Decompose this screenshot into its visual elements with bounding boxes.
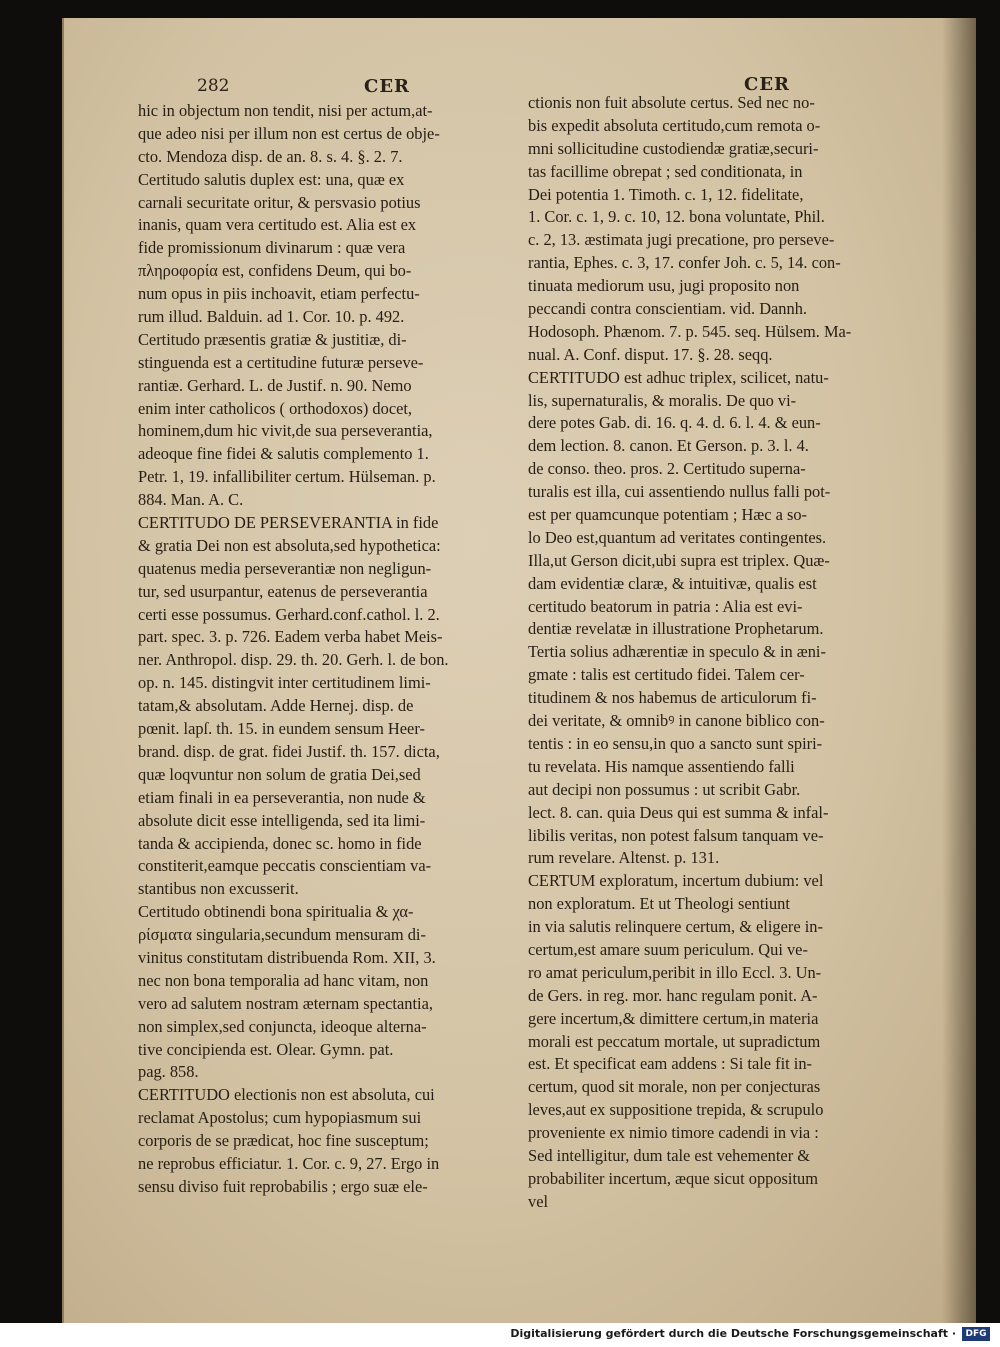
text-line: est. Et specificat eam addens : Si tale fit in- <box>528 1054 813 1074</box>
text-line: certi esse possumus. Gerhard.conf.cathol. l. 2. <box>138 604 440 624</box>
text-line: enim inter catholicos ( orthodoxos) docet, <box>138 398 413 418</box>
text-line: tas facillime obrepat ; sed conditionata, in <box>528 161 803 181</box>
funding-credit: Digitalisierung gefördert durch die Deutsche Forschungsgemeinschaft · <box>510 1327 956 1340</box>
text-line: πληροφορία est, confidens Deum, qui bo- <box>138 261 412 281</box>
page-number: 282 <box>197 76 230 96</box>
text-line: op. n. 145. distingvit inter certitudinem limi- <box>138 673 431 693</box>
text-line: turalis est illa, cui assentiendo nullus falli pot- <box>528 482 831 502</box>
text-line: ner. Anthropol. disp. 29. th. 20. Gerh. l. de bon. <box>138 650 449 670</box>
text-line: Petr. 1, 19. infallibiliter certum. Hülseman. p. <box>138 467 436 487</box>
text-line: libilis veritas, non potest falsum tanquam ve- <box>528 825 824 845</box>
text-line: fide promissionum divinarum : quæ vera <box>138 238 406 258</box>
text-line: non exploratum. Et ut Theologi sentiunt <box>528 894 790 914</box>
text-line: reclamat Apostolus; cum hypopiasmum sui <box>138 1108 422 1128</box>
text-line: morali est peccatum mortale, ut supradictum <box>528 1031 821 1051</box>
text-line: in via salutis relinquere certum, & eligere in- <box>528 917 823 937</box>
text-line: nual. A. Conf. disput. 17. §. 28. seqq. <box>528 344 773 364</box>
text-line: de conso. theo. pros. 2. Certitudo superna- <box>528 459 806 479</box>
text-line: que adeo nisi per illum non est certus de obje- <box>138 123 440 143</box>
text-line: dam evidentiæ claræ, & intuitivæ, qualis est <box>528 573 817 593</box>
text-line: tive concipienda est. Olear. Gymn. pat. <box>138 1039 394 1059</box>
text-line: probabiliter incertum, æque sicut oppositum <box>528 1168 818 1188</box>
text-line: inanis, quam vera certitudo est. Alia est ex <box>138 215 417 235</box>
text-line: quæ loqvuntur non solum de gratia Dei,sed <box>138 764 421 784</box>
text-line: stantibus non excusserit. <box>138 879 299 899</box>
text-line: brand. disp. de grat. fidei Justif. th. 157. dicta, <box>138 741 440 761</box>
text-line: dei veritate, & omnibꝰ in canone biblico con- <box>528 711 825 731</box>
text-line: peccandi contra conscientiam. vid. Dannh. <box>528 299 807 319</box>
text-line: hominem,dum hic vivit,de sua perseverantia, <box>138 421 433 441</box>
text-line: rantiæ. Gerhard. L. de Justif. n. 90. Nemo <box>138 375 412 395</box>
text-line: absolute dicit esse intelligenda, sed ita limi- <box>138 810 426 830</box>
text-line: ctionis non fuit absolute certus. Sed nec no- <box>528 93 815 112</box>
text-line: dere potes Gab. di. 16. q. 4. d. 6. l. 4. & eun- <box>528 413 821 433</box>
text-line: tanda & accipienda, donec sc. homo in fide <box>138 833 422 853</box>
digitization-footer <box>0 1323 1000 1347</box>
text-line: num opus in piis inchoavit, etiam perfectu- <box>138 284 420 304</box>
dfg-logo: DFG <box>962 1327 990 1341</box>
text-line: constiterit,eamque peccatis conscientiam va- <box>138 856 432 876</box>
text-line: Certitudo obtinendi bona spiritualia & χα- <box>138 902 414 922</box>
text-line: certum, quod sit morale, non per conjecturas <box>528 1077 821 1097</box>
text-line: gmate : talis est certitudo fidei. Talem cer- <box>528 665 805 685</box>
text-line: sensu diviso fuit reprobabilis ; ergo suæ ele- <box>138 1176 428 1196</box>
text-line: etiam finali in ea perseverantia, non nude & <box>138 787 426 807</box>
text-line: certitudo beatorum in patria : Alia est evi- <box>528 596 803 616</box>
text-line: pag. 858. <box>138 1062 199 1082</box>
text-line: mni sollicitudine custodiendæ gratiæ,securi- <box>528 138 819 158</box>
text-line: Tertia solius adhærentiæ in speculo & in æni- <box>528 642 826 662</box>
text-line: vinitus constitutam distribuenda Rom. XII, 3. <box>138 947 436 967</box>
text-line: certum,est amare suum periculum. Qui ve- <box>528 939 808 959</box>
text-line: corporis de se prædicat, hoc fine susceptum; <box>138 1131 429 1151</box>
text-line: rantia, Ephes. c. 3, 17. confer Joh. c. 5, 14. con- <box>528 253 841 273</box>
text-line: dentiæ revelatæ in illustratione Prophetarum. <box>528 619 824 639</box>
text-line: part. spec. 3. p. 726. Eadem verba habet Meis- <box>138 627 443 647</box>
text-line: lect. 8. can. quia Deus qui est summa & infal- <box>528 802 829 822</box>
text-line: proveniente ex nimio timore cadendi in via : <box>528 1123 819 1143</box>
text-line: hic in objectum non tendit, nisi per actum,at- <box>138 101 433 120</box>
text-line: stinguenda est a certitudine futuræ perseve- <box>138 352 424 372</box>
text-line: ne reprobus efficiatur. 1. Cor. c. 9, 27. Ergo in <box>138 1153 440 1173</box>
text-line: tatam,& absolutam. Adde Hernej. disp. de <box>138 696 414 716</box>
text-line: adeoque fine fidei & salutis complemento 1. <box>138 444 429 464</box>
text-line: titudinem & nos habemus de articulorum fi- <box>528 688 817 708</box>
text-line: tinuata mediorum usu, jugi proposito non <box>528 276 800 296</box>
text-line: Certitudo præsentis gratiæ & justitiæ, di- <box>138 329 407 349</box>
text-line: cto. Mendoza disp. de an. 8. s. 4. §. 2. 7. <box>138 146 403 166</box>
text-line: CERTITUDO DE PERSEVERANTIA in fide <box>138 513 439 533</box>
text-line: Illa,ut Gerson dicit,ubi supra est triplex. Quæ- <box>528 550 830 570</box>
text-line: aut decipi non possumus : ut scribit Gabr. <box>528 779 801 799</box>
text-line: Sed intelligitur, dum tale est vehementer & <box>528 1145 811 1165</box>
text-line: Dei potentia 1. Timoth. c. 1, 12. fidelitate, <box>528 184 804 204</box>
text-line: bis expedit absoluta certitudo,cum remota o- <box>528 115 821 135</box>
text-line: gere incertum,& dimittere certum,in materia <box>528 1008 819 1028</box>
text-line: carnali securitate oritur, & persvasio potius <box>138 192 421 212</box>
text-line: & gratia Dei non est absoluta,sed hypothetica: <box>138 535 441 555</box>
text-line: ro amat periculum,peribit in illo Eccl. 3. Un- <box>528 962 822 982</box>
text-line: lis, supernaturalis, & moralis. De quo vi- <box>528 390 797 410</box>
left-text-column <box>138 100 538 1199</box>
text-line: vero ad salutem nostram æternam spectantia, <box>138 993 433 1013</box>
text-line: tu revelata. His namque assentiendo falli <box>528 756 795 776</box>
text-line: nec non bona temporalia ad hanc vitam, non <box>138 970 429 990</box>
text-line: rum illud. Balduin. ad 1. Cor. 10. p. 492. <box>138 307 405 327</box>
running-head-right: CER <box>744 74 791 95</box>
text-line: leves,aut ex suppositione trepida, & scrupulo <box>528 1100 824 1120</box>
text-line: ρίσματα singularia,secundum mensuram di- <box>138 925 426 945</box>
text-line: Hodosoph. Phænom. 7. p. 545. seq. Hülsem. Ma- <box>528 321 852 341</box>
text-line: non simplex,sed conjuncta, ideoque alterna- <box>138 1016 427 1036</box>
text-line: 884. Man. A. C. <box>138 490 244 510</box>
text-line: est per quamcunque potentiam ; Hæc a so- <box>528 505 808 525</box>
text-line: tur, sed usurpantur, eatenus de perseverantia <box>138 581 428 601</box>
text-line: quatenus media perseverantiæ non negligun- <box>138 558 432 578</box>
text-line: tentis : in eo sensu,in quo a sancto sunt spiri- <box>528 733 823 753</box>
text-line: rum revelare. Altenst. p. 131. <box>528 848 720 868</box>
text-line: CERTUM exploratum, incertum dubium: vel <box>528 871 824 891</box>
text-line: dem lection. 8. canon. Et Gerson. p. 3. l. 4. <box>528 436 809 456</box>
text-line: 1. Cor. c. 1, 9. c. 10, 12. bona voluntate, Phil. <box>528 207 825 227</box>
text-line: Certitudo salutis duplex est: una, quæ ex <box>138 169 405 189</box>
text-line: c. 2, 13. æstimata jugi precatione, pro perseve- <box>528 230 835 250</box>
text-line: lo Deo est,quantum ad veritates contingentes. <box>528 527 827 547</box>
text-line: CERTITUDO est adhuc triplex, scilicet, natu- <box>528 367 829 387</box>
text-line: de Gers. in reg. mor. hanc regulam ponit. A- <box>528 985 818 1005</box>
running-head-left: CER <box>364 76 411 97</box>
text-line: CERTITUDO electionis non est absoluta, cui <box>138 1085 435 1105</box>
right-text-column <box>528 92 930 1214</box>
text-line: vel <box>528 1191 549 1211</box>
text-line: pœnit. lapſ. th. 15. in eundem sensum Heer- <box>138 719 425 739</box>
